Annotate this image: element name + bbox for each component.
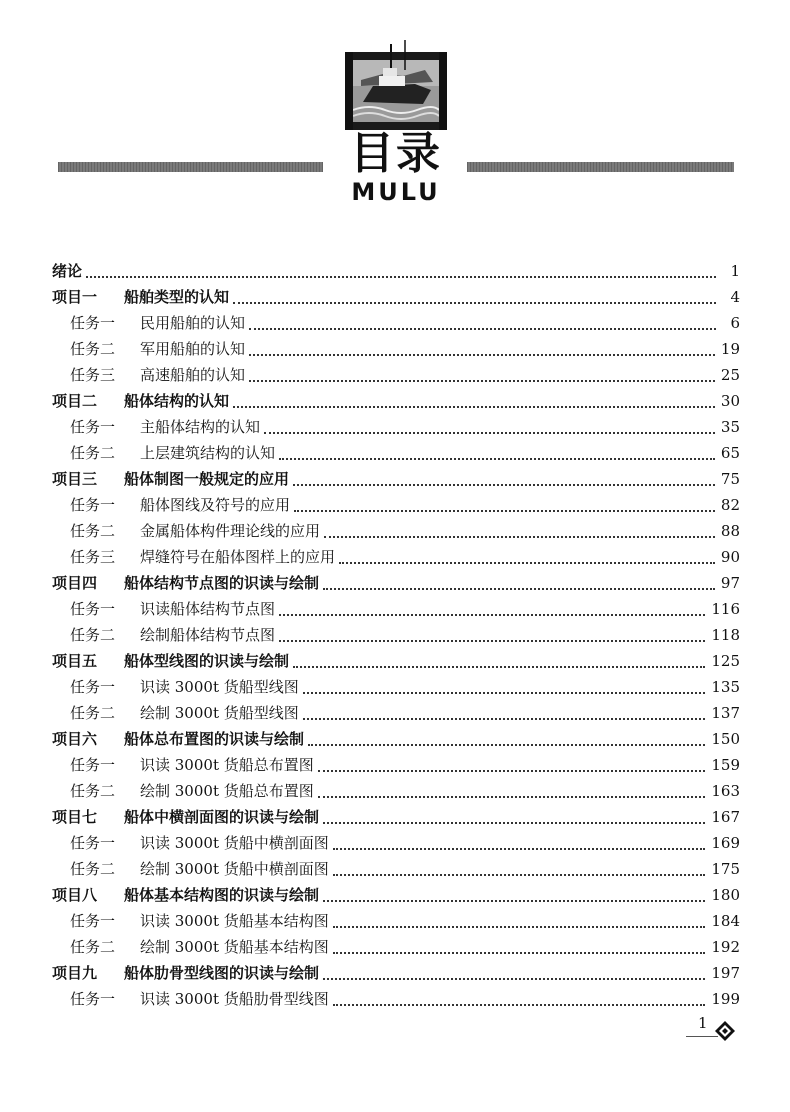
toc-entry-page: 135 [711, 678, 740, 696]
toc-entry-page: 1 [730, 262, 740, 280]
toc-dot-leader [318, 795, 706, 798]
toc-entry-title: 绪论 [52, 262, 83, 280]
toc-entry-page: 25 [720, 366, 740, 384]
toc-entry-title: 船体基本结构图的识读与绘制 [124, 886, 320, 904]
toc-dot-leader [339, 561, 715, 564]
toc-entry-number: 项目三 [52, 470, 98, 488]
toc-project-entry[interactable] [52, 570, 740, 596]
toc-entry-page: 150 [711, 730, 740, 748]
toc-dot-leader [264, 431, 715, 434]
toc-entry-title: 民用船舶的认知 [140, 314, 246, 332]
toc-dot-leader [333, 873, 706, 876]
toc-dot-leader [323, 977, 705, 980]
toc-entry-page: 97 [720, 574, 740, 592]
toc-entry-page: 6 [730, 314, 740, 332]
toc-entry-number: 任务二 [70, 860, 116, 878]
toc-entry-number: 任务二 [70, 522, 116, 540]
toc-entry-number: 任务一 [70, 756, 116, 774]
toc-entry-title: 识读船体结构节点图 [140, 600, 276, 618]
toc-entry-title: 主船体结构的认知 [140, 418, 261, 436]
toc-entry-page: 75 [720, 470, 740, 488]
toc-project-entry[interactable] [52, 804, 740, 830]
toc-entry-number: 任务二 [70, 340, 116, 358]
toc-project-entry[interactable] [52, 726, 740, 752]
toc-task-entry[interactable] [70, 700, 740, 726]
toc-task-entry[interactable] [70, 622, 740, 648]
toc-entry-number: 任务一 [70, 314, 116, 332]
toc-entry-page: 167 [711, 808, 740, 826]
toc-entry-title: 军用船舶的认知 [140, 340, 246, 358]
page-header [0, 0, 790, 220]
toc-project-entry[interactable] [52, 960, 740, 986]
toc-entry-title: 绘制船体结构节点图 [140, 626, 276, 644]
toc-entry-page: 35 [720, 418, 740, 436]
toc-entry-page: 199 [711, 990, 740, 1008]
page-title: 目录 [350, 128, 442, 179]
toc-entry-title: 船体结构节点图的识读与绘制 [124, 574, 320, 592]
toc-entry-title: 船舶类型的认知 [124, 288, 230, 306]
toc-entry-page: 30 [720, 392, 740, 410]
toc-entry-title: 船体型线图的识读与绘制 [124, 652, 290, 670]
toc-task-entry[interactable] [70, 596, 740, 622]
toc-entry-title: 绘制 3000t 货船型线图 [140, 704, 299, 722]
toc-task-entry[interactable] [70, 908, 740, 934]
toc-entry-title: 绘制 3000t 货船基本结构图 [140, 938, 329, 956]
toc-entry-number: 项目五 [52, 652, 98, 670]
page-title-pinyin: MULU [351, 178, 441, 206]
toc-task-entry[interactable] [70, 414, 740, 440]
toc-task-entry[interactable] [70, 544, 740, 570]
toc-entry-number: 任务二 [70, 626, 116, 644]
toc-dot-leader [249, 353, 715, 356]
toc-entry-page: 19 [720, 340, 740, 358]
toc-entry-title: 识读 3000t 货船型线图 [140, 678, 299, 696]
toc-dot-leader [323, 821, 705, 824]
toc-entry-number: 任务二 [70, 782, 116, 800]
toc-task-entry[interactable] [70, 518, 740, 544]
toc-entry-title: 识读 3000t 货船肋骨型线图 [140, 990, 329, 1008]
toc-project-entry[interactable] [52, 882, 740, 908]
toc-entry-page: 65 [720, 444, 740, 462]
toc-entry-number: 项目二 [52, 392, 98, 410]
toc-task-entry[interactable] [70, 362, 740, 388]
toc-entry-title: 船体总布置图的识读与绘制 [124, 730, 305, 748]
toc-entry-number: 任务二 [70, 938, 116, 956]
toc-task-entry[interactable] [70, 856, 740, 882]
toc-entry-page: 125 [711, 652, 740, 670]
toc-entry-title: 识读 3000t 货船中横剖面图 [140, 834, 329, 852]
toc-dot-leader [233, 405, 715, 408]
toc-entry-number: 任务一 [70, 990, 116, 1008]
header-rule-right [467, 162, 734, 172]
toc-task-entry[interactable] [70, 830, 740, 856]
toc-entry-number: 任务一 [70, 912, 116, 930]
toc-entry-number: 任务二 [70, 444, 116, 462]
toc-intro-entry[interactable] [52, 258, 740, 284]
toc-entry-title: 识读 3000t 货船基本结构图 [140, 912, 329, 930]
toc-dot-leader [233, 301, 716, 304]
toc-task-entry[interactable] [70, 674, 740, 700]
toc-entry-page: 137 [711, 704, 740, 722]
toc-entry-page: 159 [711, 756, 740, 774]
toc-entry-page: 4 [730, 288, 740, 306]
toc-entry-number: 项目六 [52, 730, 98, 748]
toc-entry-page: 82 [720, 496, 740, 514]
toc-entry-title: 金属船体构件理论线的应用 [140, 522, 321, 540]
toc-entry-number: 任务一 [70, 496, 116, 514]
toc-task-entry[interactable] [70, 752, 740, 778]
toc-task-entry[interactable] [70, 310, 740, 336]
diamond-icon [714, 1020, 736, 1042]
toc-entry-title: 船体制图一般规定的应用 [124, 470, 290, 488]
toc-task-entry[interactable] [70, 778, 740, 804]
toc-dot-leader [249, 327, 716, 330]
toc-entry-number: 任务三 [70, 366, 116, 384]
toc-task-entry[interactable] [70, 336, 740, 362]
toc-task-entry[interactable] [70, 440, 740, 466]
toc-entry-page: 197 [711, 964, 740, 982]
toc-entry-number: 项目八 [52, 886, 98, 904]
toc-dot-leader [86, 275, 716, 278]
toc-entry-number: 任务二 [70, 704, 116, 722]
toc-entry-title: 船体肋骨型线图的识读与绘制 [124, 964, 320, 982]
toc-entry-page: 90 [720, 548, 740, 566]
toc-entry-page: 118 [711, 626, 740, 644]
toc-entry-number: 任务一 [70, 418, 116, 436]
toc-entry-page: 180 [711, 886, 740, 904]
toc-project-entry[interactable] [52, 648, 740, 674]
toc-dot-leader [293, 665, 705, 668]
toc-dot-leader [323, 899, 705, 902]
toc-dot-leader [333, 951, 706, 954]
toc-entry-title: 船体中横剖面图的识读与绘制 [124, 808, 320, 826]
toc-entry-title: 绘制 3000t 货船中横剖面图 [140, 860, 329, 878]
toc-dot-leader [303, 717, 706, 720]
toc-dot-leader [324, 535, 715, 538]
toc-entry-number: 项目九 [52, 964, 98, 982]
toc-entry-title: 识读 3000t 货船总布置图 [140, 756, 314, 774]
toc-entry-number: 项目一 [52, 288, 98, 306]
toc-dot-leader [318, 769, 706, 772]
toc-dot-leader [308, 743, 705, 746]
toc-dot-leader [333, 847, 706, 850]
toc-entry-number: 项目七 [52, 808, 98, 826]
toc-entry-page: 184 [711, 912, 740, 930]
toc-dot-leader [279, 613, 705, 616]
toc-project-entry[interactable] [52, 388, 740, 414]
toc-project-entry[interactable] [52, 284, 740, 310]
toc-entry-title: 高速船舶的认知 [140, 366, 246, 384]
toc-dot-leader [323, 587, 715, 590]
toc-dot-leader [333, 1003, 706, 1006]
toc-entry-number: 任务一 [70, 678, 116, 696]
toc-entry-page: 88 [720, 522, 740, 540]
toc-dot-leader [279, 639, 705, 642]
page-number: 1 [698, 1014, 708, 1032]
toc-dot-leader [279, 457, 715, 460]
toc-task-entry[interactable] [70, 934, 740, 960]
toc-entry-number: 任务一 [70, 600, 116, 618]
page-footer [686, 1014, 756, 1044]
toc-dot-leader [333, 925, 706, 928]
toc-entry-title: 上层建筑结构的认知 [140, 444, 276, 462]
toc-entry-page: 116 [711, 600, 740, 618]
toc-task-entry[interactable] [70, 492, 740, 518]
toc-entry-number: 任务一 [70, 834, 116, 852]
toc-entry-title: 绘制 3000t 货船总布置图 [140, 782, 314, 800]
toc-entry-page: 169 [711, 834, 740, 852]
toc-entry-number: 任务三 [70, 548, 116, 566]
toc-entry-title: 焊缝符号在船体图样上的应用 [140, 548, 336, 566]
header-rule-left [58, 162, 323, 172]
toc-entry-number: 项目四 [52, 574, 98, 592]
toc-dot-leader [294, 509, 715, 512]
toc-task-entry[interactable] [70, 986, 740, 1012]
toc-entry-title: 船体结构的认知 [124, 392, 230, 410]
toc-entry-page: 175 [711, 860, 740, 878]
toc-project-entry[interactable] [52, 466, 740, 492]
toc-entry-title: 船体图线及符号的应用 [140, 496, 291, 514]
toc-dot-leader [293, 483, 715, 486]
toc-entry-page: 163 [711, 782, 740, 800]
toc-dot-leader [249, 379, 715, 382]
toc-entry-page: 192 [711, 938, 740, 956]
toc-dot-leader [303, 691, 706, 694]
